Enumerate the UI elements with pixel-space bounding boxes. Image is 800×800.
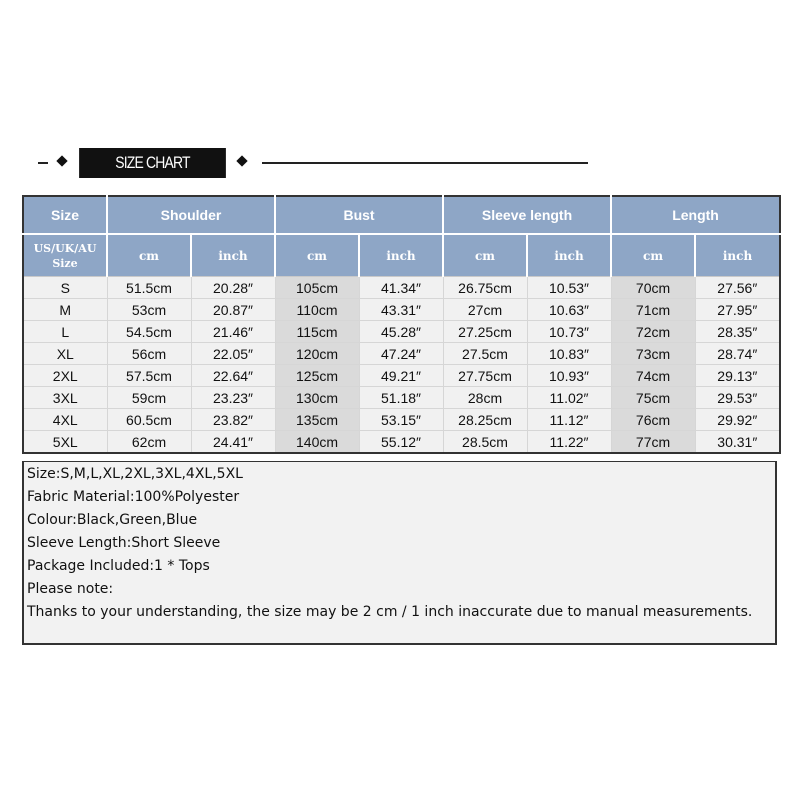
table-cell: 27.25cm — [443, 321, 527, 343]
table-cell: 10.93″ — [527, 365, 611, 387]
table-cell: 120cm — [275, 343, 359, 365]
table-cell: 30.31″ — [695, 431, 780, 454]
note-measurement-disclaimer: Thanks to your understanding, the size may be 2 cm / 1 inch inaccurate due to manual measurements. — [27, 604, 753, 620]
table-cell: 135cm — [275, 409, 359, 431]
table-cell: 43.31″ — [359, 299, 443, 321]
table-cell: 29.13″ — [695, 365, 780, 387]
table-cell: 72cm — [611, 321, 695, 343]
table-cell: 23.23″ — [191, 387, 275, 409]
table-row — [23, 387, 780, 409]
table-cell: 27.56″ — [695, 277, 780, 299]
table-cell: 24.41″ — [191, 431, 275, 454]
table-row — [23, 431, 780, 454]
table-cell: 28.35″ — [695, 321, 780, 343]
note-package: Package Included:1 * Tops — [27, 558, 210, 574]
size-cell: 2XL — [23, 365, 107, 387]
table-cell: 55.12″ — [359, 431, 443, 454]
table-cell: 10.83″ — [527, 343, 611, 365]
unit-header-row — [23, 234, 780, 277]
table-cell: 77cm — [611, 431, 695, 454]
table-cell: 60.5cm — [107, 409, 191, 431]
table-cell: 27.75cm — [443, 365, 527, 387]
table-cell: 70cm — [611, 277, 695, 299]
table-cell: 28cm — [443, 387, 527, 409]
table-cell: 125cm — [275, 365, 359, 387]
table-row — [23, 409, 780, 431]
product-notes — [22, 461, 777, 645]
table-cell: 28.5cm — [443, 431, 527, 454]
table-cell: 105cm — [275, 277, 359, 299]
table-cell: 23.82″ — [191, 409, 275, 431]
banner-left-notch — [56, 155, 67, 166]
table-cell: 27cm — [443, 299, 527, 321]
size-cell: M — [23, 299, 107, 321]
table-cell: 10.53″ — [527, 277, 611, 299]
banner-dash — [38, 162, 48, 164]
size-table — [22, 195, 781, 454]
table-row — [23, 277, 780, 299]
table-cell: 10.73″ — [527, 321, 611, 343]
table-cell: 29.92″ — [695, 409, 780, 431]
table-cell: 27.95″ — [695, 299, 780, 321]
table-cell: 21.46″ — [191, 321, 275, 343]
table-cell: 20.28″ — [191, 277, 275, 299]
note-sleeve-length: Sleeve Length:Short Sleeve — [27, 535, 221, 551]
table-row — [23, 365, 780, 387]
size-cell: XL — [23, 343, 107, 365]
table-cell: 11.02″ — [527, 387, 611, 409]
table-row — [23, 299, 780, 321]
table-cell: 49.21″ — [359, 365, 443, 387]
group-header-shoulder: Shoulder — [107, 196, 275, 234]
table-cell: 110cm — [275, 299, 359, 321]
table-cell: 41.34″ — [359, 277, 443, 299]
table-cell: 28.74″ — [695, 343, 780, 365]
size-cell: L — [23, 321, 107, 343]
table-cell: 54.5cm — [107, 321, 191, 343]
table-cell: 11.12″ — [527, 409, 611, 431]
group-header-row — [23, 196, 780, 234]
group-header-bust: Bust — [275, 196, 443, 234]
table-cell: 51.5cm — [107, 277, 191, 299]
table-cell: 59cm — [107, 387, 191, 409]
unit-header: inch — [695, 234, 780, 277]
table-cell: 130cm — [275, 387, 359, 409]
banner-rule — [262, 162, 588, 164]
table-cell: 57.5cm — [107, 365, 191, 387]
size-table-body — [23, 277, 780, 454]
table-cell: 22.05″ — [191, 343, 275, 365]
size-cell: 4XL — [23, 409, 107, 431]
table-cell: 28.25cm — [443, 409, 527, 431]
table-cell: 75cm — [611, 387, 695, 409]
banner-right-notch — [236, 155, 247, 166]
table-row — [23, 321, 780, 343]
unit-header: cm — [611, 234, 695, 277]
table-cell: 73cm — [611, 343, 695, 365]
table-cell: 51.18″ — [359, 387, 443, 409]
unit-header: inch — [359, 234, 443, 277]
note-fabric-material: Fabric Material:100%Polyester — [27, 489, 240, 505]
size-standard-label: US/UK/AU Size — [23, 234, 107, 277]
table-cell: 26.75cm — [443, 277, 527, 299]
table-cell: 56cm — [107, 343, 191, 365]
table-cell: 74cm — [611, 365, 695, 387]
size-cell: S — [23, 277, 107, 299]
table-row — [23, 343, 780, 365]
unit-header: cm — [107, 234, 191, 277]
table-cell: 27.5cm — [443, 343, 527, 365]
size-cell: 5XL — [23, 431, 107, 454]
table-cell: 11.22″ — [527, 431, 611, 454]
note-please-note: Please note: — [27, 581, 114, 597]
unit-header: cm — [443, 234, 527, 277]
size-chart-banner — [0, 0, 800, 190]
table-cell: 71cm — [611, 299, 695, 321]
unit-header: inch — [191, 234, 275, 277]
group-header-size: Size — [23, 196, 107, 234]
table-cell: 76cm — [611, 409, 695, 431]
table-cell: 62cm — [107, 431, 191, 454]
unit-header: cm — [275, 234, 359, 277]
table-cell: 140cm — [275, 431, 359, 454]
table-cell: 53cm — [107, 299, 191, 321]
size-cell: 3XL — [23, 387, 107, 409]
table-cell: 115cm — [275, 321, 359, 343]
table-cell: 53.15″ — [359, 409, 443, 431]
table-cell: 10.63″ — [527, 299, 611, 321]
group-header-length: Length — [611, 196, 780, 234]
note-size-list: Size:S,M,L,XL,2XL,3XL,4XL,5XL — [27, 466, 243, 482]
table-cell: 45.28″ — [359, 321, 443, 343]
note-colour: Colour:Black,Green,Blue — [27, 512, 198, 528]
group-header-sleeve-length: Sleeve length — [443, 196, 611, 234]
table-cell: 22.64″ — [191, 365, 275, 387]
table-cell: 29.53″ — [695, 387, 780, 409]
table-cell: 20.87″ — [191, 299, 275, 321]
unit-header: inch — [527, 234, 611, 277]
table-cell: 47.24″ — [359, 343, 443, 365]
banner-title: SIZE CHART — [79, 148, 226, 178]
